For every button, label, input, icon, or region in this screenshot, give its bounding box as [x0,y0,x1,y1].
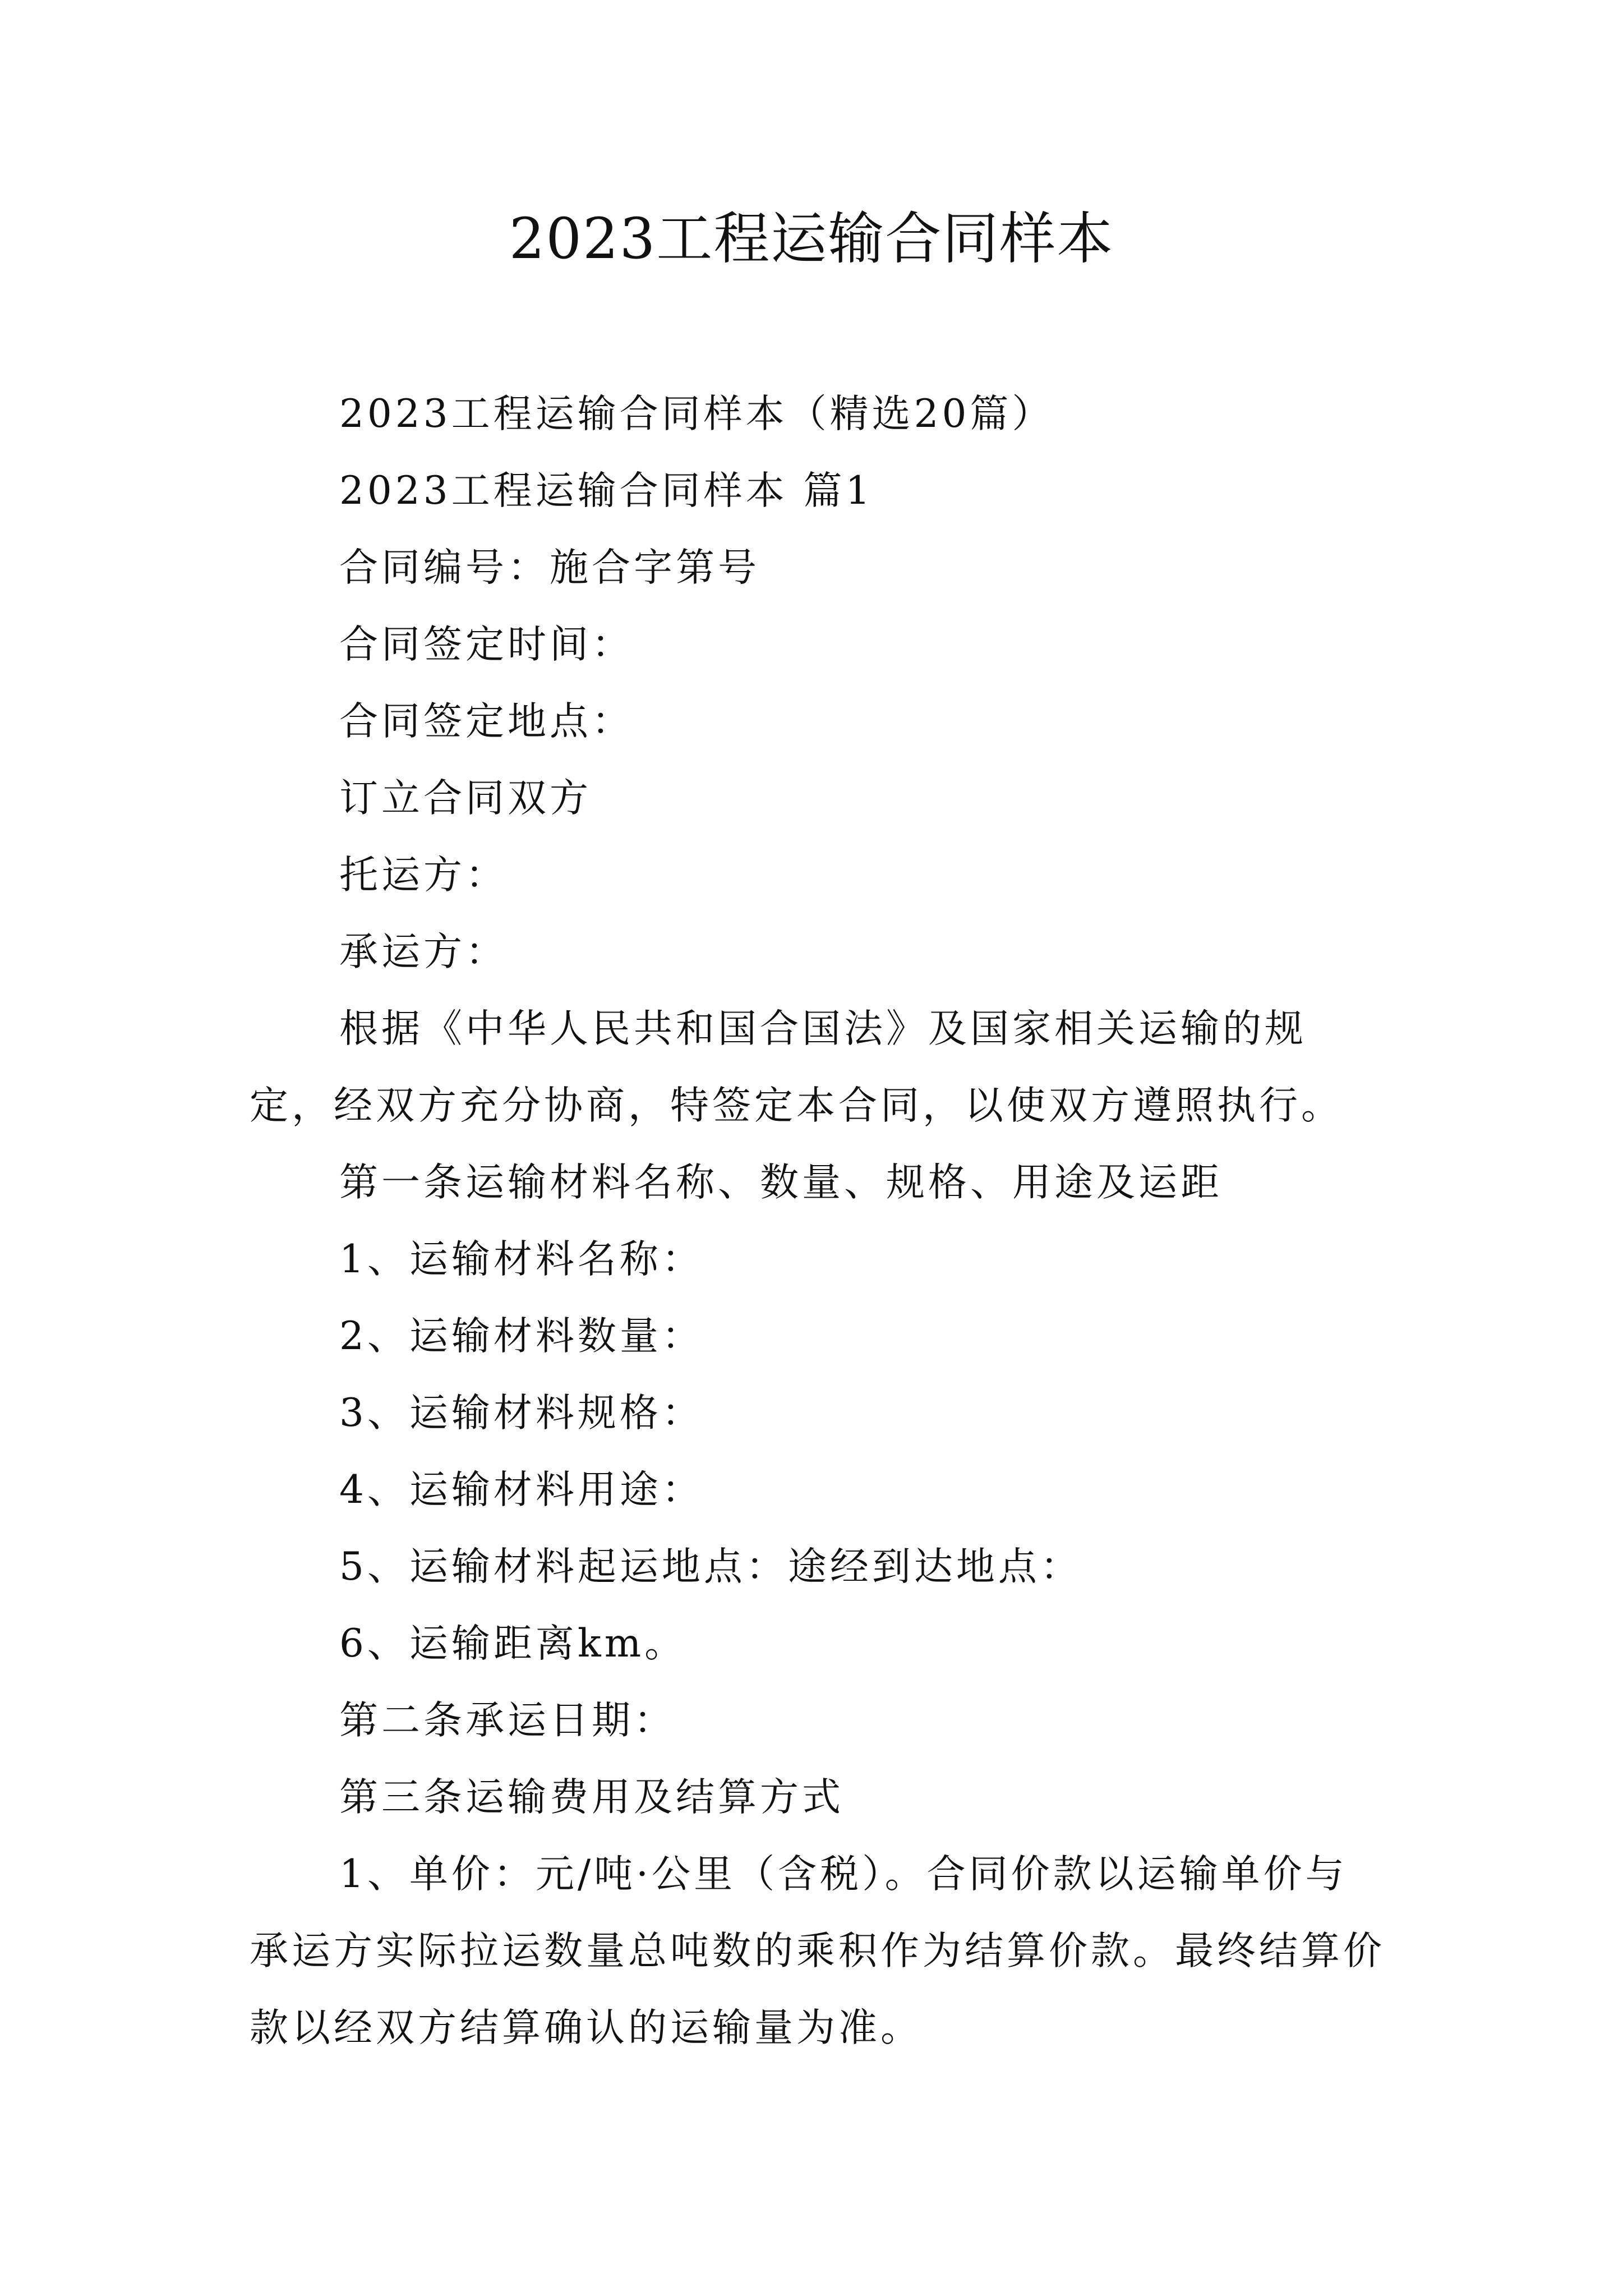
paragraph-signing-place: 合同签定地点： [339,699,634,744]
paragraph-material-use: 4、运输材料用途： [339,1467,704,1512]
document-title: 2023工程运输合同样本 [509,206,1114,272]
paragraph-legal-basis: 根据《中华人民共和国合国法》及国家相关运输的规定，经双方充分协商，特签定本合同，以使双方遵照执行。 [250,1006,1343,1128]
paragraph-carrier: 承运方： [339,930,508,974]
paragraph-route: 5、运输材料起运地点：途经到达地点： [339,1544,1082,1589]
paragraph-article-1: 第一条运输材料名称、数量、规格、用途及运距 [339,1160,1223,1205]
paragraph-unit-price: 1、单价：元/吨·公里（含税）。合同价款以运输单价与承运方实际拉运数量总吨数的乘积作为结算价款。最终结算价款以经双方结算确认的运输量为准。 [250,1852,1385,2050]
paragraph-signing-time: 合同签定时间： [339,622,634,667]
paragraph-parties: 订立合同双方 [339,776,592,821]
paragraph-consignor: 托运方： [339,853,508,898]
paragraph-material-spec: 3、运输材料规格： [339,1391,704,1435]
paragraph-material-name: 1、运输材料名称： [339,1237,704,1282]
paragraph-distance: 6、运输距离km。 [339,1621,687,1666]
paragraph-contract-number: 合同编号：施合字第号 [339,545,760,590]
document-body [250,376,1388,2067]
paragraph-article-3: 第三条运输费用及结算方式 [339,1775,844,1820]
paragraph-collection-title: 2023工程运输合同样本（精选20篇） [339,392,1054,436]
paragraph-chapter-heading: 2023工程运输合同样本 篇1 [339,468,874,513]
paragraph-material-quantity: 2、运输材料数量： [339,1314,704,1359]
paragraph-article-2: 第二条承运日期： [339,1698,676,1743]
